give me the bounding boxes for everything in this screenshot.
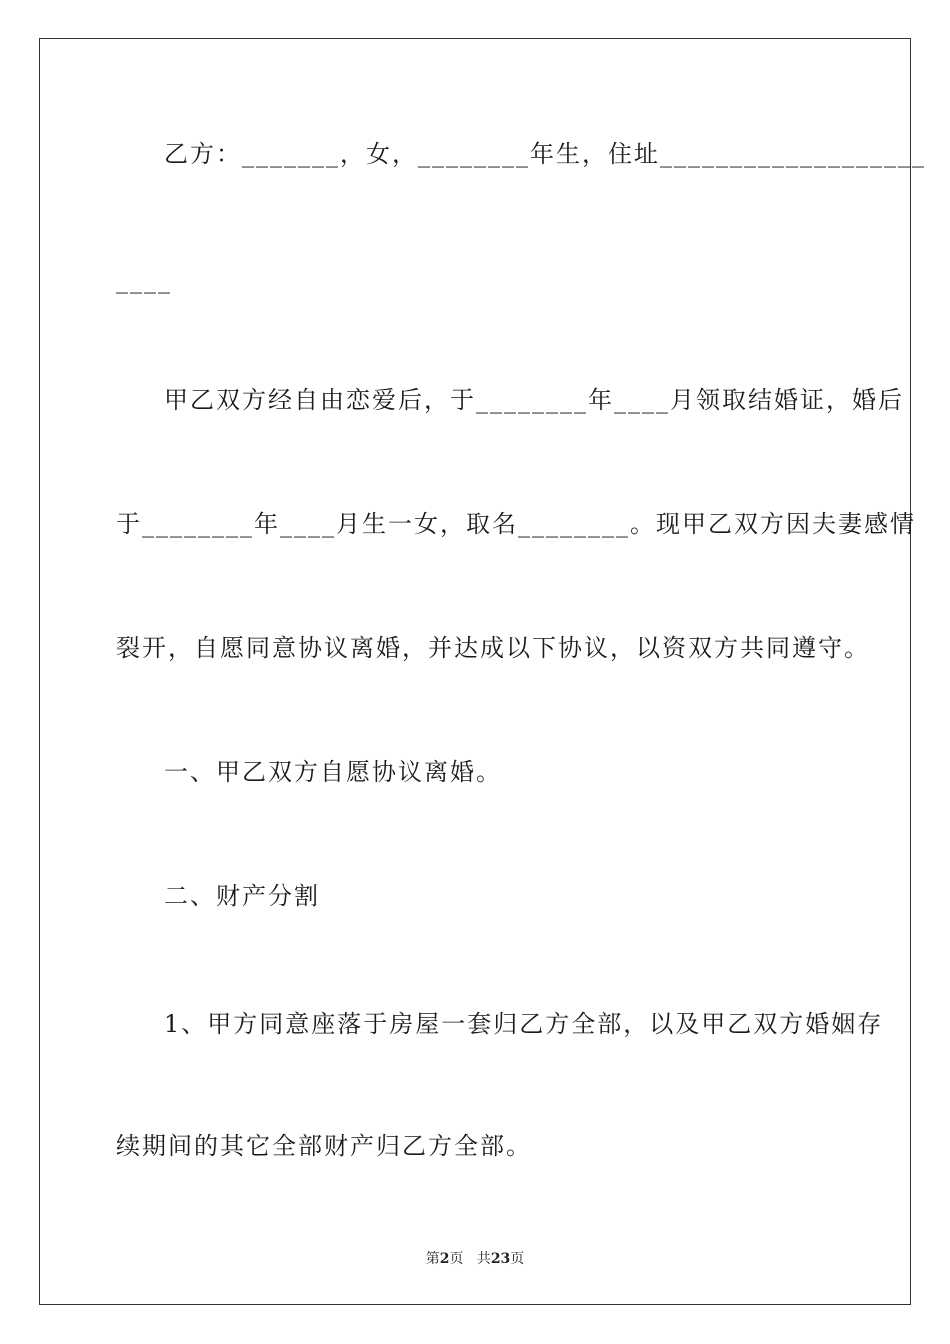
clause-two-item-1-line-2: 续期间的其它全部财产归乙方全部。 [116,1132,532,1160]
footer-page-number: 2 [439,1251,450,1267]
clause-one: 一、甲乙双方自愿协议离婚。 [164,758,502,786]
paragraph-address-continuation: ____ [116,266,172,294]
paragraph-party-b: 乙方：_______，女，________年生，住址___________________ [164,140,926,168]
paragraph-marriage-line-1: 甲乙双方经自由恋爱后，于________年____月领取结婚证，婚后 [164,386,904,414]
clause-two-heading: 二、财产分割 [164,882,320,910]
footer-total-prefix: 共 [476,1251,491,1267]
footer-page-prefix: 第 [425,1251,440,1267]
footer-page-suffix: 页 [449,1251,464,1267]
paragraph-marriage-line-2: 于________年____月生一女，取名________。现甲乙双方因夫妻感情 [116,510,916,538]
page-footer [0,1248,950,1268]
page-border [39,38,926,1305]
footer-total-suffix: 页 [510,1251,525,1267]
footer-total-pages: 23 [490,1251,511,1267]
clause-two-item-1-line-1: 1、甲方同意座落于房屋一套归乙方全部，以及甲乙双方婚姻存 [164,1010,884,1038]
paragraph-marriage-line-3: 裂开，自愿同意协议离婚，并达成以下协议，以资双方共同遵守。 [116,634,870,662]
